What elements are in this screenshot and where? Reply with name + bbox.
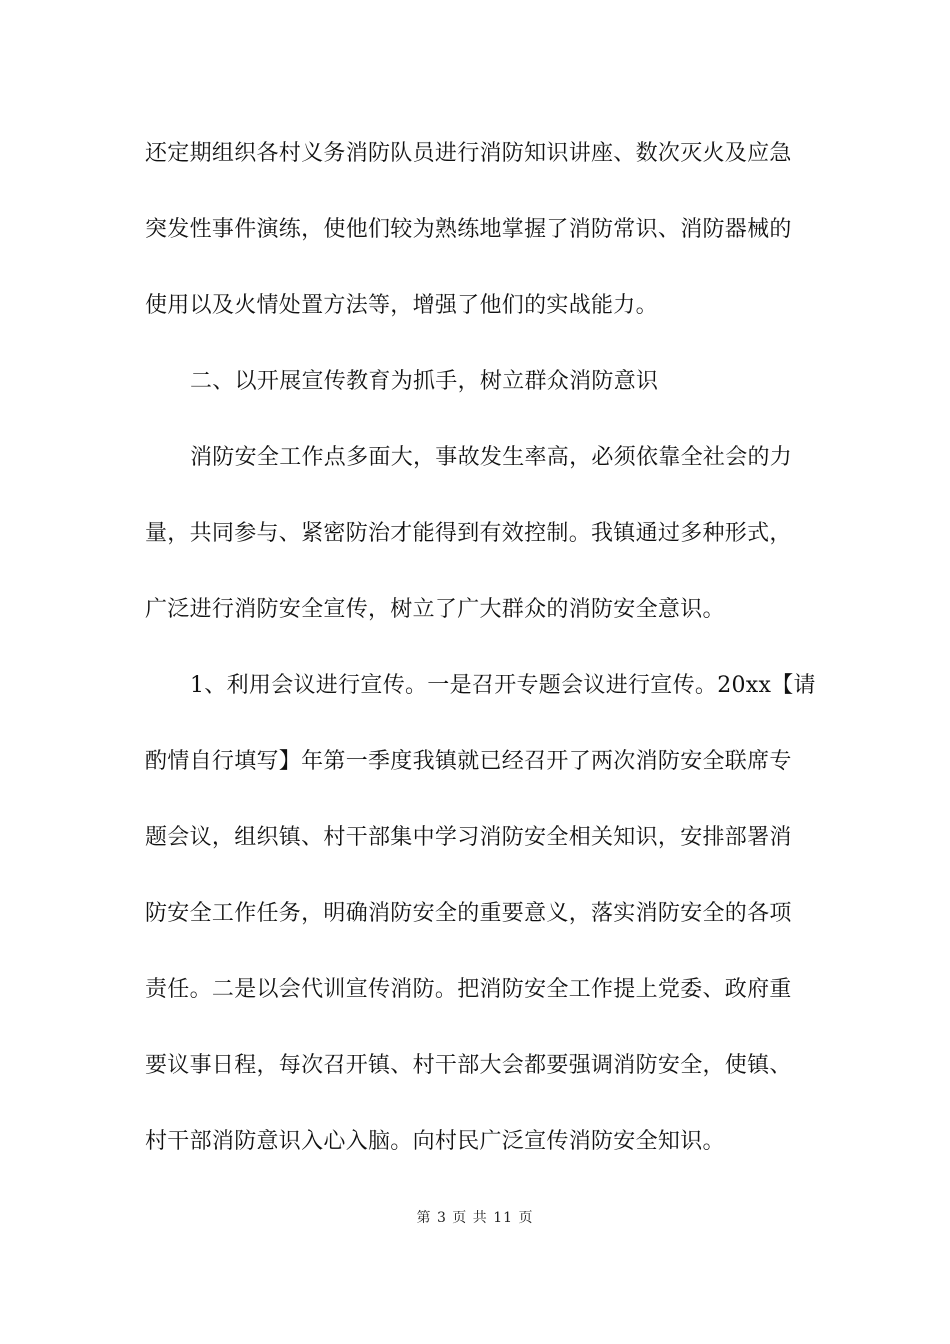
text-line: 使用以及火情处置方法等，增强了他们的实战能力。 — [145, 293, 658, 318]
text-line: 题会议，组织镇、村干部集中学习消防安全相关知识，安排部署消 — [145, 825, 792, 850]
text-line: 消防安全工作点多面大，事故发生率高，必须依靠全社会的力 — [190, 445, 793, 470]
section-heading: 二、以开展宣传教育为抓手，树立群众消防意识 — [190, 369, 659, 394]
text-line: 责任。二是以会代训宣传消防。把消防安全工作提上党委、政府重 — [145, 977, 792, 1002]
text-line: 突发性事件演练，使他们较为熟练地掌握了消防常识、消防器械的 — [145, 217, 792, 242]
text-line: 广泛进行消防安全宣传，树立了广大群众的消防安全意识。 — [145, 597, 725, 622]
text-line: 1、利用会议进行宣传。一是召开专题会议进行宣传。20xx【请 — [190, 673, 816, 698]
text-line: 村干部消防意识入心入脑。向村民广泛宣传消防安全知识。 — [145, 1129, 725, 1154]
text-line: 还定期组织各村义务消防队员进行消防知识讲座、数次灭火及应急 — [145, 141, 792, 166]
text-line: 要议事日程，每次召开镇、村干部大会都要强调消防安全，使镇、 — [145, 1053, 792, 1078]
text-line: 酌情自行填写】年第一季度我镇就已经召开了两次消防安全联席专 — [145, 749, 792, 774]
page-number-footer: 第 3 页 共 11 页 — [416, 1210, 534, 1226]
text-line: 防安全工作任务，明确消防安全的重要意义，落实消防安全的各项 — [145, 901, 792, 926]
text-line: 量，共同参与、紧密防治才能得到有效控制。我镇通过多种形式， — [145, 521, 792, 546]
